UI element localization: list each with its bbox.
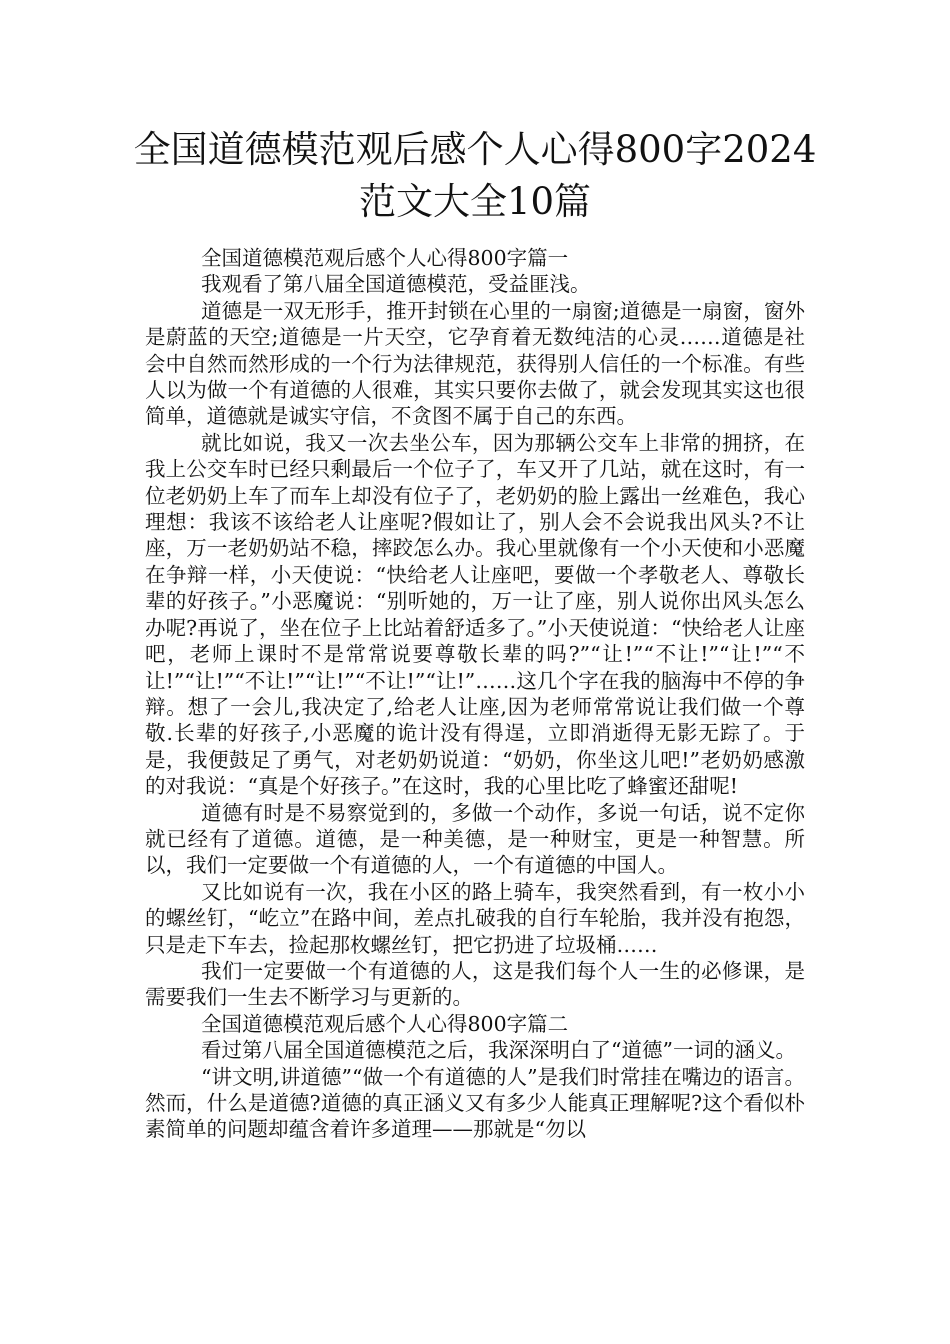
paragraph: 又比如说有一次，我在小区的路上骑车，我突然看到，有一枚小小的螺丝钉，“屹立”在路中间，差点扎破我的自行车轮胎，我并没有抱怨，只是走下车去，捡起那枚螺丝钉，把它扔进了垃圾桶…… (145, 879, 805, 957)
section-heading-2: 全国道德模范观后感个人心得800字篇二 (201, 1011, 569, 1036)
paragraph: 我们一定要做一个有道德的人，这是我们每个人一生的必修课，是需要我们一生去不断学习与更新的。 (145, 958, 805, 1010)
title-line-1: 全国道德模范观后感个人心得800字2024 (133, 128, 817, 171)
paragraph: 道德有时是不易察觉到的，多做一个动作，多说一句话，说不定你就已经有了道德。道德，是一种美德，是一种财宝，更是一种智慧。所以，我们一定要做一个有道德的人，一个有道德的中国人。 (145, 800, 805, 878)
title-line-2: 范文大全10篇 (358, 180, 592, 223)
paragraph: 我观看了第八届全国道德模范，受益匪浅。 (201, 272, 591, 297)
section-heading-1: 全国道德模范观后感个人心得800字篇一 (201, 246, 569, 270)
document-body (145, 245, 805, 1143)
paragraph: 就比如说，我又一次去坐公车，因为那辆公交车上非常的拥挤，在我上公交车时已经只剩最后一个位子了，车又开了几站，就在这时，有一位老奶奶上车了而车上却没有位子了，老奶奶的脸上露出一丝难色，我心理想：我该不该给老人让座呢?假如让了，别人会不会说我出风头?不让座，万一老奶奶站不稳，摔跤怎么办。我心里就像有一个小天使和小恶魔在争辩一样，小天使说：“快给老人让座吧，要做一个孝敬老人、尊敬长辈的好孩子。”小恶魔说：“别听她的，万一让了座，别人说你出风头怎么办呢?再说了，坐在位子上比站着舒适多了。”小天使说道：“快给老人让座吧，老师上课时不是常常说要尊敬长辈的吗?”“让!”“不让!”“让!”“不让!”“让!”“不让!”“让!”“不让!”“让!”……这几个字在我的脑海中不停的争辩。想了一会儿,我决定了,给老人让座,因为老师常常说让我们做一个尊敬.长辈的好孩子,小恶魔的诡计没有得逞，立即消逝得无影无踪了。于是，我便鼓足了勇气，对老奶奶说道：“奶奶，你坐这儿吧!”老奶奶感激的对我说：“真是个好孩子。”在这时，我的心里比吃了蜂蜜还甜呢! (145, 430, 805, 799)
paragraph: “讲文明,讲道德”“做一个有道德的人”是我们时常挂在嘴边的语言。然而，什么是道德?道德的真正涵义又有多少人能真正理解呢?这个看似朴素简单的问题却蕴含着许多道理——那就是“勿以 (145, 1064, 805, 1142)
paragraph: 道德是一双无形手，推开封锁在心里的一扇窗;道德是一扇窗，窗外是蔚蓝的天空;道德是一片天空，它孕育着无数纯洁的心灵……道德是社会中自然而然形成的一个行为法律规范，获得别人信任的一个标准。有些人以为做一个有道德的人很难，其实只要你去做了，就会发现其实这也很简单，道德就是诚实守信，不贪图不属于自己的东西。 (145, 298, 805, 429)
document-title (100, 124, 850, 228)
paragraph: 看过第八届全国道德模范之后，我深深明白了“道德”一词的涵义。 (201, 1038, 796, 1063)
